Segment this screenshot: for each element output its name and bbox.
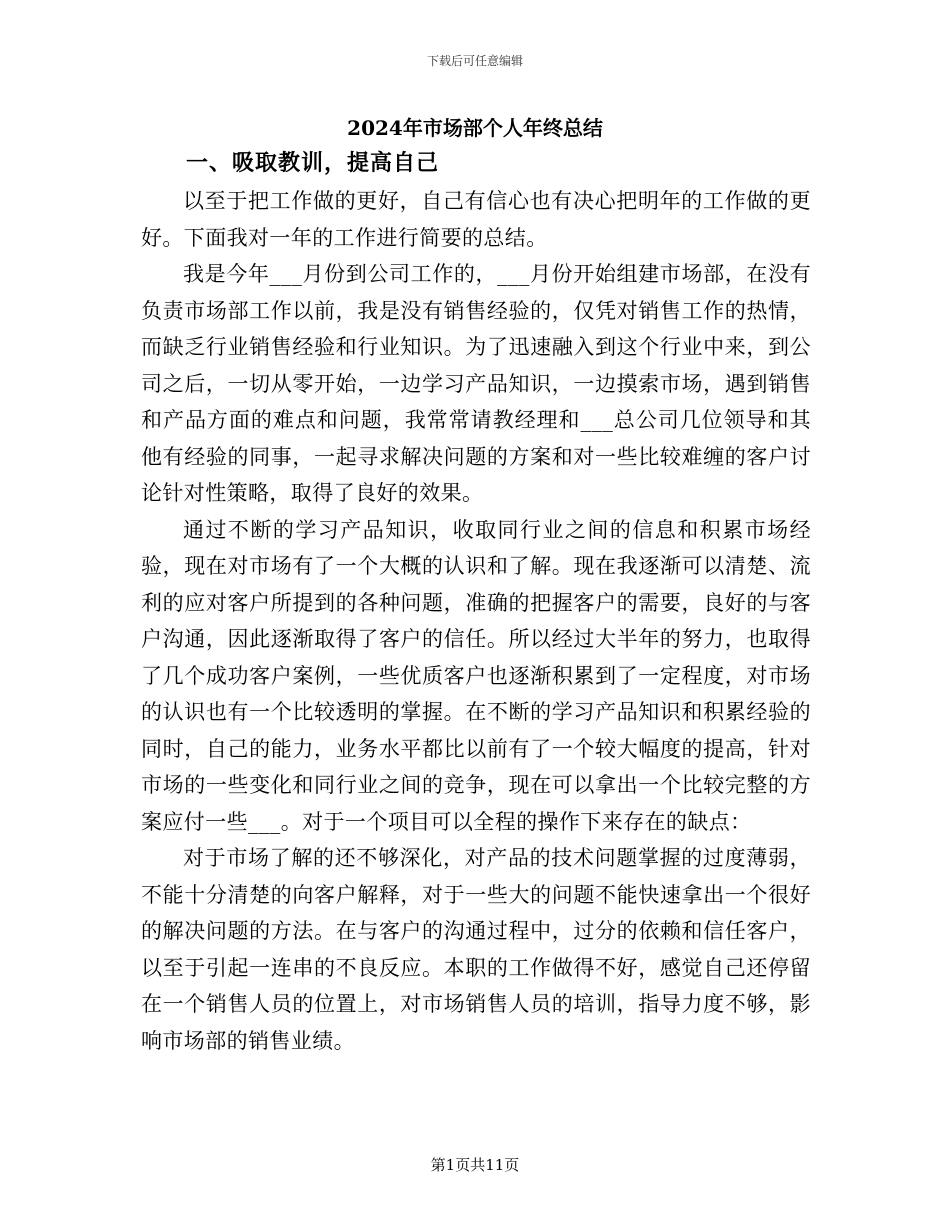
paragraph: 我是今年___月份到公司工作的，___月份开始组建市场部，在没有负责市场部工作以前，我是没有销售经验的，仅凭对销售工作的热情，而缺乏行业销售经验和行业知识。为了迅速融入到这个行业中来，到公司之后，一切从零开始，一边学习产品知识，一边摸索市场，遇到销售和产品方面的难点和问题，我常常请教经理和___总公司几位领导和其他有经验的同事，一起寻求解决问题的方案和对一些比较难缠的客户讨论针对性策略，取得了良好的效果。	[141, 262, 811, 505]
paragraph: 对于市场了解的还不够深化，对产品的技术问题掌握的过度薄弱，不能十分清楚的向客户解释，对于一些大的问题不能快速拿出一个很好的解决问题的方法。在与客户的沟通过程中，过分的依赖和信任客户，以至于引起一连串的不良反应。本职的工作做得不好，感觉自己还停留在一个销售人员的位置上，对市场销售人员的培训，指导力度不够，影响市场部的销售业绩。	[141, 846, 811, 1053]
page-header-note: 下载后可任意编辑	[426, 54, 523, 68]
paragraph: 以至于把工作做的更好，自己有信心也有决心把明年的工作做的更好。下面我对一年的工作进行简要的总结。	[141, 189, 811, 250]
document-body	[141, 183, 811, 1059]
page-number: 第1页共11页	[430, 1156, 520, 1174]
section-heading: 一、吸取教训，提高自己	[186, 150, 440, 176]
document-title: 2024年市场部个人年终总结	[347, 116, 603, 140]
paragraph: 通过不断的学习产品知识，收取同行业之间的信息和积累市场经验，现在对市场有了一个大概的认识和了解。现在我逐渐可以清楚、流利的应对客户所提到的各种问题，准确的把握客户的需要，良好的与客户沟通，因此逐渐取得了客户的信任。所以经过大半年的努力，也取得了几个成功客户案例，一些优质客户也逐渐积累到了一定程度，对市场的认识也有一个比较透明的掌握。在不断的学习产品知识和积累经验的同时，自己的能力，业务水平都比以前有了一个较大幅度的提高，针对市场的一些变化和同行业之间的竞争，现在可以拿出一个比较完整的方案应付一些___。对于一个项目可以全程的操作下来存在的缺点：	[141, 517, 811, 834]
